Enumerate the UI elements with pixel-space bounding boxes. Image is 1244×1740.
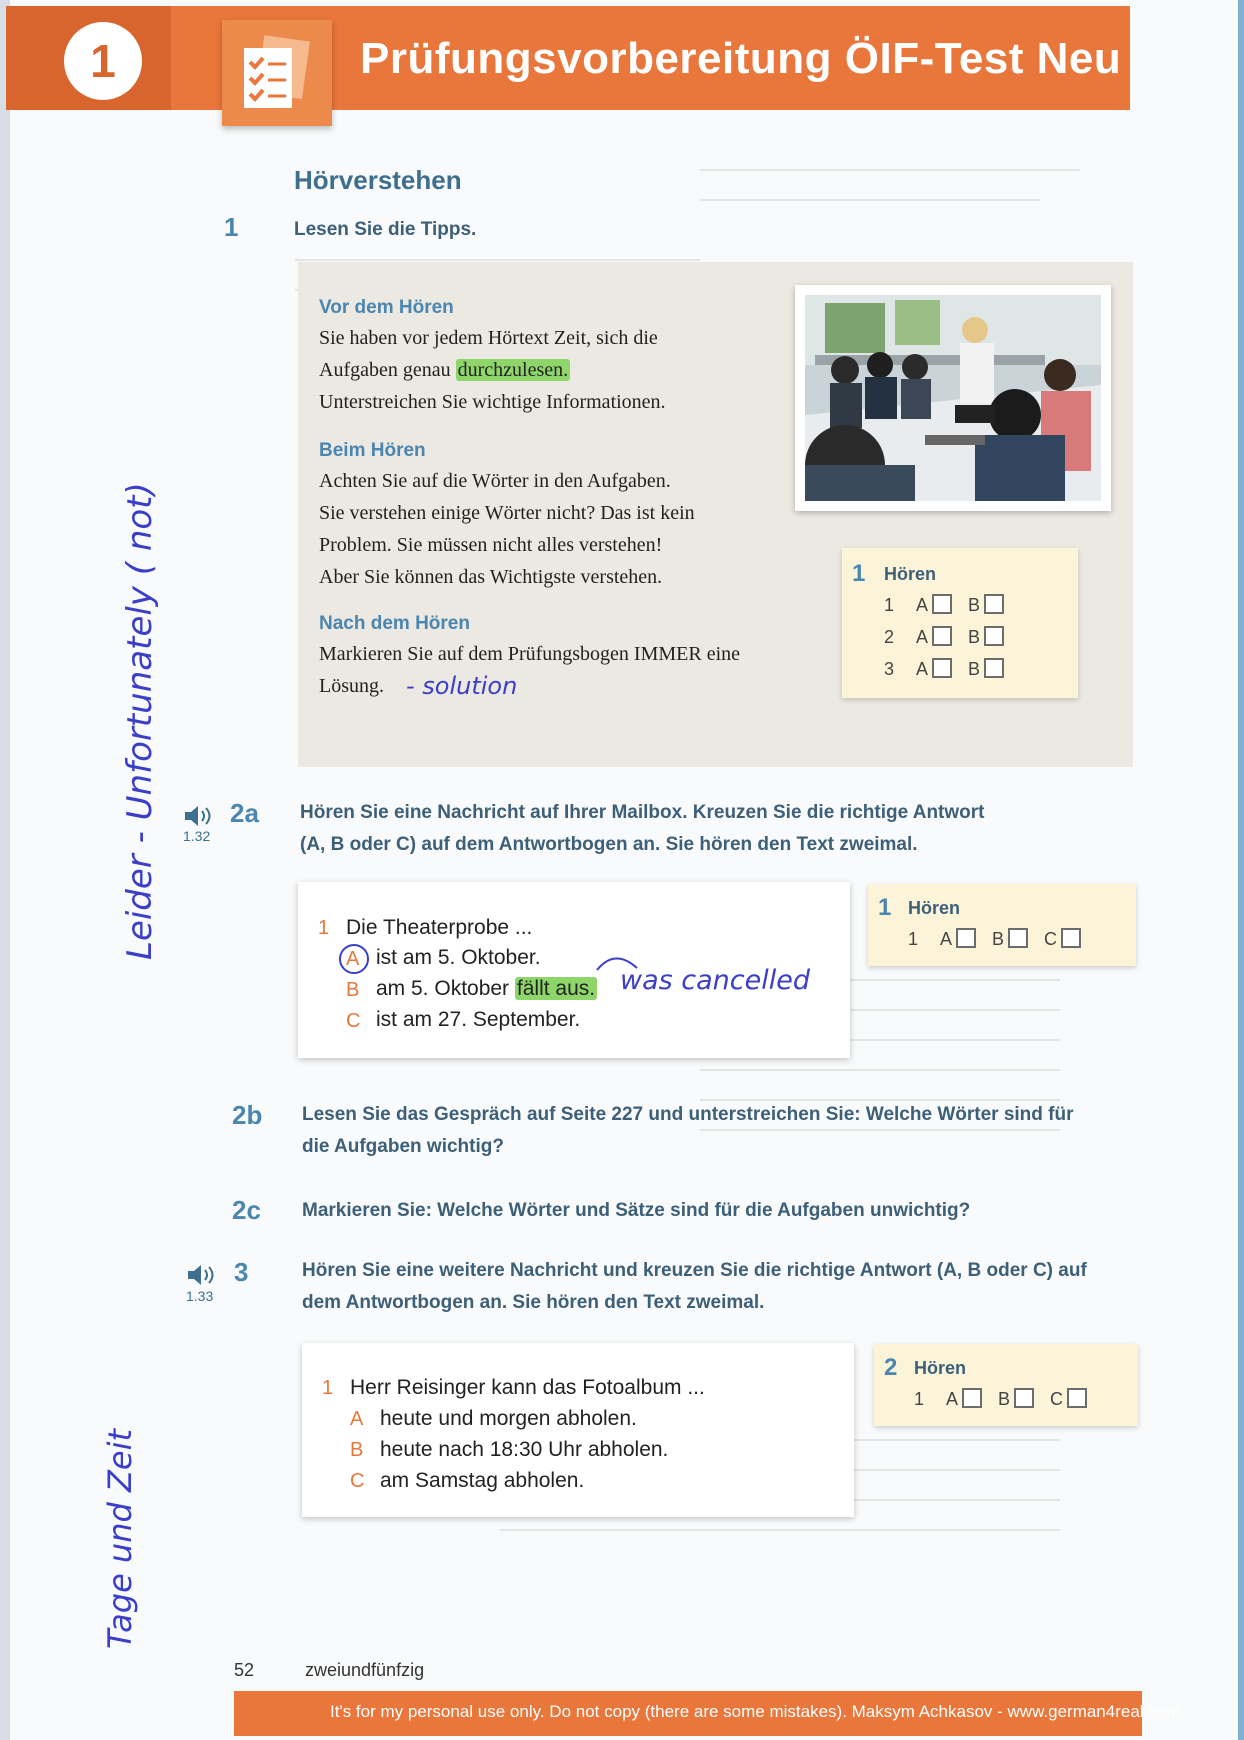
tip-text-before: Sie haben vor jedem Hörtext Zeit, sich die Aufgaben genau durchzulesen. Unterstreichen Sie wichtige Informationen. bbox=[319, 327, 666, 413]
exercise-2c-number: 2c bbox=[232, 1195, 261, 1225]
page-side-edge bbox=[1238, 0, 1244, 1740]
checkbox[interactable] bbox=[1067, 1388, 1087, 1408]
exercise-3-instruction: Hören Sie eine weitere Nachricht und kreuzen Sie die richtige Antwort (A, B oder C) auf dem Antwortbogen an. Sie hören den Text zweimal. bbox=[302, 1260, 1087, 1313]
option-text: am Samstag abholen. bbox=[380, 1469, 585, 1492]
checkbox[interactable] bbox=[932, 594, 952, 614]
checkbox[interactable] bbox=[984, 594, 1004, 614]
exercise-1-instruction: Lesen Sie die Tipps. bbox=[294, 219, 477, 240]
answer-row: 2 A B bbox=[884, 626, 1020, 648]
tip-heading-before: Vor dem Hören bbox=[319, 297, 454, 318]
chapter-number-badge: 1 bbox=[64, 22, 142, 100]
checkbox[interactable] bbox=[1008, 928, 1028, 948]
checkbox[interactable] bbox=[984, 658, 1004, 678]
question-text: Die Theaterprobe ... bbox=[346, 916, 533, 939]
page-binding-edge bbox=[0, 0, 10, 1740]
checkbox[interactable] bbox=[932, 626, 952, 646]
page-number-word: zweiundfünfzig bbox=[305, 1660, 425, 1680]
answer-sheet-2a: 1 Hören 1 A B C bbox=[868, 884, 1136, 966]
option-text: ist am 27. September. bbox=[376, 1008, 581, 1031]
highlight-faellt-aus: fällt aus. bbox=[516, 977, 596, 1000]
tip-text-after: Markieren Sie auf dem Prüfungsbogen IMMER eine Lösung. bbox=[319, 643, 741, 697]
exercise-1-number: 1 bbox=[224, 212, 239, 242]
answer-sheet-1-number: 1 bbox=[852, 560, 866, 587]
option-text: ist am 5. Oktober. bbox=[376, 946, 541, 969]
chapter-title: Prüfungsvorbereitung ÖIF-Test Neu bbox=[360, 34, 1122, 83]
tip-heading-after: Nach dem Hören bbox=[319, 613, 470, 634]
exercise-2c-instruction: Markieren Sie: Welche Wörter und Sätze sind für die Aufgaben unwichtig? bbox=[302, 1200, 971, 1221]
handwritten-margin-tage-und-zeit: Tage und Zeit bbox=[101, 1428, 139, 1650]
answer-sheet-1 bbox=[842, 548, 1078, 698]
question-text: Herr Reisinger kann das Fotoalbum ... bbox=[350, 1376, 705, 1399]
checkbox[interactable] bbox=[1061, 928, 1081, 948]
footer-notice: It's for my personal use only. Do not copy (there are some mistakes). Maksym Achkasov - www.german4real.com bbox=[330, 1702, 1181, 1721]
handwritten-margin-leider: Leider - Unfortunately ( not) bbox=[120, 482, 160, 960]
checkbox[interactable] bbox=[932, 658, 952, 678]
exercise-2a-instruction: Hören Sie eine Nachricht auf Ihrer Mailbox. Kreuzen Sie die richtige Antwort (A, B oder C) auf dem Antwortbogen an. Sie hören den Text zweimal. bbox=[300, 802, 985, 855]
test-checklist-icon bbox=[222, 20, 332, 126]
classroom-photo bbox=[805, 295, 1101, 501]
footer-bar bbox=[234, 1691, 1181, 1736]
answer-row: 1 A B C bbox=[908, 928, 1097, 950]
exercise-2a-number: 2a bbox=[230, 798, 259, 828]
option-text: heute nach 18:30 Uhr abholen. bbox=[380, 1438, 669, 1461]
classroom-photo-frame bbox=[795, 285, 1111, 511]
audio-speaker-icon[interactable] bbox=[186, 1264, 216, 1291]
answer-sheet-1-title: Hören bbox=[884, 564, 937, 584]
exercise-2b-instruction: Lesen Sie das Gespräch auf Seite 227 und unterstreichen Sie: Welche Wörter sind für die Aufgaben wichtig? bbox=[302, 1104, 1074, 1157]
highlight-durchzulesen: durchzulesen. bbox=[457, 359, 569, 381]
checkbox[interactable] bbox=[962, 1388, 982, 1408]
checkbox[interactable] bbox=[1014, 1388, 1034, 1408]
audio-track-number: 1.33 bbox=[186, 1288, 214, 1304]
section-title: Hörverstehen bbox=[294, 165, 462, 195]
exercise-3-number: 3 bbox=[234, 1257, 249, 1287]
page-number: 52 bbox=[234, 1660, 255, 1680]
option-text: am 5. Oktober fällt aus. bbox=[376, 977, 596, 1000]
answer-row: 1 A B C bbox=[914, 1388, 1103, 1410]
question-card-2a: 1 Die Theaterprobe ... A ist am 5. Oktober. B am 5. Oktober fällt aus. C ist am 27. September. bbox=[298, 882, 850, 1058]
answer-sheet-3: 2 Hören 1 A B C bbox=[874, 1344, 1138, 1426]
tip-heading-during: Beim Hören bbox=[319, 440, 426, 461]
answer-row: 3 A B bbox=[884, 658, 1020, 680]
audio-track-number: 1.32 bbox=[183, 828, 211, 844]
checkbox[interactable] bbox=[956, 928, 976, 948]
tip-text-during: Achten Sie auf die Wörter in den Aufgaben. Sie verstehen einige Wörter nicht? Das ist kein Problem. Sie müssen nicht alles verstehen! Aber Sie können das Wichtigste verstehen. bbox=[319, 470, 695, 588]
option-text: heute und morgen abholen. bbox=[380, 1407, 637, 1430]
handwritten-was-cancelled: was cancelled bbox=[620, 965, 810, 996]
handwritten-circle-mark bbox=[336, 942, 372, 976]
answer-row: 1 A B bbox=[884, 594, 1020, 616]
exercise-2b-number: 2b bbox=[232, 1100, 263, 1130]
checkbox[interactable] bbox=[984, 626, 1004, 646]
handwritten-solution-note: - solution bbox=[406, 672, 518, 700]
question-card-3: 1 Herr Reisinger kann das Fotoalbum ... A heute und morgen abholen. B heute nach 18:30 Uhr abholen. C am Samstag abholen. bbox=[302, 1343, 854, 1517]
